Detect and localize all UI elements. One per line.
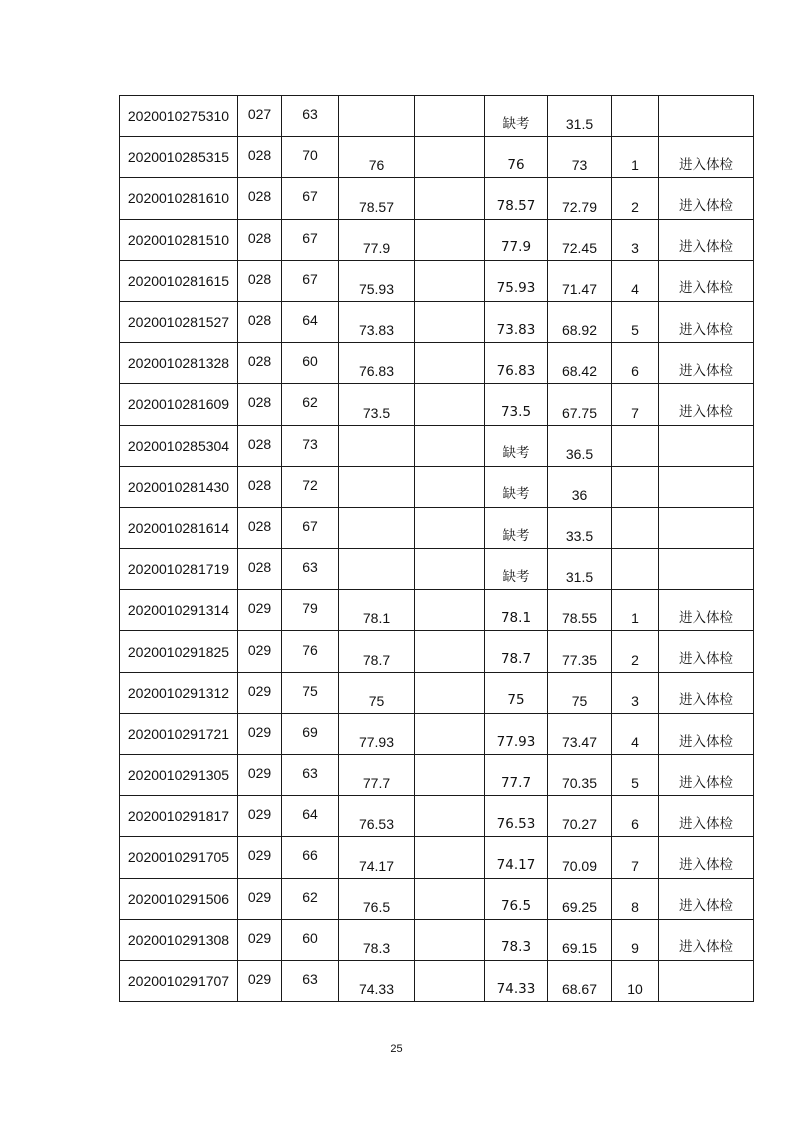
interview-score-cell: 75 xyxy=(339,672,415,713)
position-code-cell: 028 xyxy=(238,466,282,507)
written-score-cell: 64 xyxy=(282,301,339,342)
extra-score-cell xyxy=(415,507,485,548)
position-code-cell: 029 xyxy=(238,960,282,1001)
written-score-cell: 67 xyxy=(282,219,339,260)
rank-cell: 10 xyxy=(612,960,659,1001)
position-code-cell: 028 xyxy=(238,507,282,548)
table-row xyxy=(120,590,754,631)
extra-score-cell xyxy=(415,960,485,1001)
status-cell xyxy=(659,466,754,507)
page-number: 25 xyxy=(390,1043,403,1055)
table-row xyxy=(120,755,754,796)
status-cell: 进入体检 xyxy=(659,590,754,631)
status-cell: 进入体检 xyxy=(659,137,754,178)
status-cell: 进入体检 xyxy=(659,260,754,301)
rank-cell: 2 xyxy=(612,631,659,672)
interview-total-cell: 78.57 xyxy=(485,178,548,219)
extra-score-cell xyxy=(415,219,485,260)
status-cell: 进入体检 xyxy=(659,384,754,425)
rank-cell: 1 xyxy=(612,137,659,178)
written-score-cell: 63 xyxy=(282,96,339,137)
written-score-cell: 79 xyxy=(282,590,339,631)
interview-total-cell: 73.83 xyxy=(485,301,548,342)
table-row xyxy=(120,507,754,548)
interview-score-cell: 76 xyxy=(339,137,415,178)
interview-total-cell: 76.83 xyxy=(485,343,548,384)
final-score-cell: 31.5 xyxy=(548,549,612,590)
extra-score-cell xyxy=(415,631,485,672)
interview-score-cell xyxy=(339,96,415,137)
final-score-cell: 70.35 xyxy=(548,755,612,796)
candidate-id-cell: 2020010291314 xyxy=(120,590,238,631)
final-score-cell: 71.47 xyxy=(548,260,612,301)
final-score-cell: 72.79 xyxy=(548,178,612,219)
extra-score-cell xyxy=(415,755,485,796)
rank-cell: 7 xyxy=(612,837,659,878)
table-row xyxy=(120,796,754,837)
table-row xyxy=(120,549,754,590)
interview-total-cell: 78.3 xyxy=(485,919,548,960)
interview-score-cell xyxy=(339,425,415,466)
final-score-cell: 31.5 xyxy=(548,96,612,137)
rank-cell: 5 xyxy=(612,755,659,796)
interview-score-cell: 78.7 xyxy=(339,631,415,672)
interview-score-cell: 78.57 xyxy=(339,178,415,219)
extra-score-cell xyxy=(415,919,485,960)
written-score-cell: 67 xyxy=(282,507,339,548)
written-score-cell: 67 xyxy=(282,260,339,301)
position-code-cell: 029 xyxy=(238,755,282,796)
table-row xyxy=(120,219,754,260)
written-score-cell: 66 xyxy=(282,837,339,878)
interview-total-cell: 缺考 xyxy=(485,96,548,137)
final-score-cell: 36.5 xyxy=(548,425,612,466)
rank-cell: 9 xyxy=(612,919,659,960)
extra-score-cell xyxy=(415,96,485,137)
extra-score-cell xyxy=(415,590,485,631)
interview-total-cell: 78.1 xyxy=(485,590,548,631)
interview-total-cell: 缺考 xyxy=(485,549,548,590)
position-code-cell: 029 xyxy=(238,672,282,713)
candidate-id-cell: 2020010281430 xyxy=(120,466,238,507)
score-table xyxy=(119,95,754,1002)
final-score-cell: 68.42 xyxy=(548,343,612,384)
table-row xyxy=(120,713,754,754)
extra-score-cell xyxy=(415,137,485,178)
position-code-cell: 027 xyxy=(238,96,282,137)
position-code-cell: 028 xyxy=(238,137,282,178)
status-cell xyxy=(659,425,754,466)
candidate-id-cell: 2020010281610 xyxy=(120,178,238,219)
written-score-cell: 63 xyxy=(282,960,339,1001)
position-code-cell: 028 xyxy=(238,260,282,301)
final-score-cell: 75 xyxy=(548,672,612,713)
candidate-id-cell: 2020010291817 xyxy=(120,796,238,837)
final-score-cell: 78.55 xyxy=(548,590,612,631)
written-score-cell: 60 xyxy=(282,343,339,384)
table-row xyxy=(120,384,754,425)
final-score-cell: 73 xyxy=(548,137,612,178)
written-score-cell: 67 xyxy=(282,178,339,219)
interview-score-cell: 74.33 xyxy=(339,960,415,1001)
interview-total-cell: 75.93 xyxy=(485,260,548,301)
position-code-cell: 028 xyxy=(238,384,282,425)
extra-score-cell xyxy=(415,384,485,425)
position-code-cell: 029 xyxy=(238,919,282,960)
rank-cell: 4 xyxy=(612,713,659,754)
extra-score-cell xyxy=(415,878,485,919)
final-score-cell: 70.27 xyxy=(548,796,612,837)
interview-total-cell: 77.93 xyxy=(485,713,548,754)
candidate-id-cell: 2020010285315 xyxy=(120,137,238,178)
extra-score-cell xyxy=(415,837,485,878)
rank-cell xyxy=(612,507,659,548)
interview-score-cell: 76.83 xyxy=(339,343,415,384)
status-cell: 进入体检 xyxy=(659,219,754,260)
rank-cell: 7 xyxy=(612,384,659,425)
extra-score-cell xyxy=(415,672,485,713)
interview-total-cell: 78.7 xyxy=(485,631,548,672)
table-row xyxy=(120,343,754,384)
interview-total-cell: 76.53 xyxy=(485,796,548,837)
position-code-cell: 029 xyxy=(238,631,282,672)
status-cell: 进入体检 xyxy=(659,755,754,796)
written-score-cell: 62 xyxy=(282,878,339,919)
interview-total-cell: 76 xyxy=(485,137,548,178)
position-code-cell: 029 xyxy=(238,713,282,754)
rank-cell xyxy=(612,549,659,590)
final-score-cell: 69.15 xyxy=(548,919,612,960)
interview-total-cell: 缺考 xyxy=(485,507,548,548)
rank-cell: 2 xyxy=(612,178,659,219)
interview-total-cell: 73.5 xyxy=(485,384,548,425)
extra-score-cell xyxy=(415,796,485,837)
written-score-cell: 63 xyxy=(282,549,339,590)
interview-score-cell: 75.93 xyxy=(339,260,415,301)
status-cell xyxy=(659,96,754,137)
candidate-id-cell: 2020010281719 xyxy=(120,549,238,590)
written-score-cell: 63 xyxy=(282,755,339,796)
table-row xyxy=(120,178,754,219)
extra-score-cell xyxy=(415,549,485,590)
extra-score-cell xyxy=(415,260,485,301)
interview-total-cell: 76.5 xyxy=(485,878,548,919)
candidate-id-cell: 2020010281609 xyxy=(120,384,238,425)
position-code-cell: 029 xyxy=(238,837,282,878)
candidate-id-cell: 2020010291305 xyxy=(120,755,238,796)
interview-score-cell: 76.5 xyxy=(339,878,415,919)
extra-score-cell xyxy=(415,178,485,219)
interview-score-cell: 77.7 xyxy=(339,755,415,796)
final-score-cell: 33.5 xyxy=(548,507,612,548)
status-cell: 进入体检 xyxy=(659,301,754,342)
written-score-cell: 60 xyxy=(282,919,339,960)
interview-score-cell: 78.3 xyxy=(339,919,415,960)
status-cell: 进入体检 xyxy=(659,837,754,878)
candidate-id-cell: 2020010281615 xyxy=(120,260,238,301)
extra-score-cell xyxy=(415,301,485,342)
interview-total-cell: 缺考 xyxy=(485,425,548,466)
extra-score-cell xyxy=(415,425,485,466)
position-code-cell: 029 xyxy=(238,590,282,631)
interview-score-cell: 77.93 xyxy=(339,713,415,754)
interview-score-cell: 74.17 xyxy=(339,837,415,878)
rank-cell: 8 xyxy=(612,878,659,919)
rank-cell: 5 xyxy=(612,301,659,342)
candidate-id-cell: 2020010291705 xyxy=(120,837,238,878)
rank-cell xyxy=(612,425,659,466)
interview-total-cell: 75 xyxy=(485,672,548,713)
interview-total-cell: 缺考 xyxy=(485,466,548,507)
table-body xyxy=(120,96,754,1002)
interview-score-cell xyxy=(339,549,415,590)
rank-cell: 4 xyxy=(612,260,659,301)
interview-total-cell: 74.17 xyxy=(485,837,548,878)
status-cell xyxy=(659,549,754,590)
interview-score-cell: 73.5 xyxy=(339,384,415,425)
position-code-cell: 028 xyxy=(238,178,282,219)
written-score-cell: 72 xyxy=(282,466,339,507)
table-row xyxy=(120,672,754,713)
position-code-cell: 028 xyxy=(238,219,282,260)
position-code-cell: 028 xyxy=(238,343,282,384)
candidate-id-cell: 2020010275310 xyxy=(120,96,238,137)
candidate-id-cell: 2020010291506 xyxy=(120,878,238,919)
written-score-cell: 62 xyxy=(282,384,339,425)
candidate-id-cell: 2020010281614 xyxy=(120,507,238,548)
final-score-cell: 73.47 xyxy=(548,713,612,754)
interview-score-cell: 78.1 xyxy=(339,590,415,631)
final-score-cell: 70.09 xyxy=(548,837,612,878)
written-score-cell: 75 xyxy=(282,672,339,713)
rank-cell: 6 xyxy=(612,343,659,384)
candidate-id-cell: 2020010281527 xyxy=(120,301,238,342)
candidate-id-cell: 2020010291312 xyxy=(120,672,238,713)
position-code-cell: 029 xyxy=(238,878,282,919)
interview-total-cell: 74.33 xyxy=(485,960,548,1001)
rank-cell: 3 xyxy=(612,672,659,713)
candidate-id-cell: 2020010281328 xyxy=(120,343,238,384)
status-cell: 进入体检 xyxy=(659,878,754,919)
table-row xyxy=(120,631,754,672)
status-cell: 进入体检 xyxy=(659,178,754,219)
table-row xyxy=(120,466,754,507)
rank-cell: 3 xyxy=(612,219,659,260)
position-code-cell: 029 xyxy=(238,796,282,837)
written-score-cell: 76 xyxy=(282,631,339,672)
interview-score-cell: 76.53 xyxy=(339,796,415,837)
written-score-cell: 64 xyxy=(282,796,339,837)
interview-score-cell xyxy=(339,507,415,548)
interview-score-cell: 73.83 xyxy=(339,301,415,342)
candidate-id-cell: 2020010291308 xyxy=(120,919,238,960)
written-score-cell: 73 xyxy=(282,425,339,466)
candidate-id-cell: 2020010281510 xyxy=(120,219,238,260)
candidate-id-cell: 2020010285304 xyxy=(120,425,238,466)
final-score-cell: 68.67 xyxy=(548,960,612,1001)
status-cell: 进入体检 xyxy=(659,672,754,713)
table-row xyxy=(120,960,754,1001)
final-score-cell: 67.75 xyxy=(548,384,612,425)
final-score-cell: 68.92 xyxy=(548,301,612,342)
rank-cell xyxy=(612,96,659,137)
status-cell: 进入体检 xyxy=(659,343,754,384)
written-score-cell: 70 xyxy=(282,137,339,178)
position-code-cell: 028 xyxy=(238,425,282,466)
table-row xyxy=(120,878,754,919)
status-cell: 进入体检 xyxy=(659,631,754,672)
candidate-id-cell: 2020010291721 xyxy=(120,713,238,754)
written-score-cell: 69 xyxy=(282,713,339,754)
interview-score-cell xyxy=(339,466,415,507)
table-row xyxy=(120,96,754,137)
extra-score-cell xyxy=(415,466,485,507)
rank-cell: 6 xyxy=(612,796,659,837)
status-cell: 进入体检 xyxy=(659,919,754,960)
table-row xyxy=(120,919,754,960)
final-score-cell: 36 xyxy=(548,466,612,507)
position-code-cell: 028 xyxy=(238,301,282,342)
rank-cell xyxy=(612,466,659,507)
interview-score-cell: 77.9 xyxy=(339,219,415,260)
table-row xyxy=(120,137,754,178)
table-row xyxy=(120,260,754,301)
final-score-cell: 77.35 xyxy=(548,631,612,672)
position-code-cell: 028 xyxy=(238,549,282,590)
status-cell: 进入体检 xyxy=(659,796,754,837)
final-score-cell: 72.45 xyxy=(548,219,612,260)
status-cell xyxy=(659,507,754,548)
candidate-id-cell: 2020010291707 xyxy=(120,960,238,1001)
extra-score-cell xyxy=(415,343,485,384)
status-cell: 进入体检 xyxy=(659,713,754,754)
extra-score-cell xyxy=(415,713,485,754)
interview-total-cell: 77.9 xyxy=(485,219,548,260)
interview-total-cell: 77.7 xyxy=(485,755,548,796)
table-row xyxy=(120,301,754,342)
candidate-id-cell: 2020010291825 xyxy=(120,631,238,672)
final-score-cell: 69.25 xyxy=(548,878,612,919)
table-row xyxy=(120,425,754,466)
table-row xyxy=(120,837,754,878)
rank-cell: 1 xyxy=(612,590,659,631)
status-cell xyxy=(659,960,754,1001)
